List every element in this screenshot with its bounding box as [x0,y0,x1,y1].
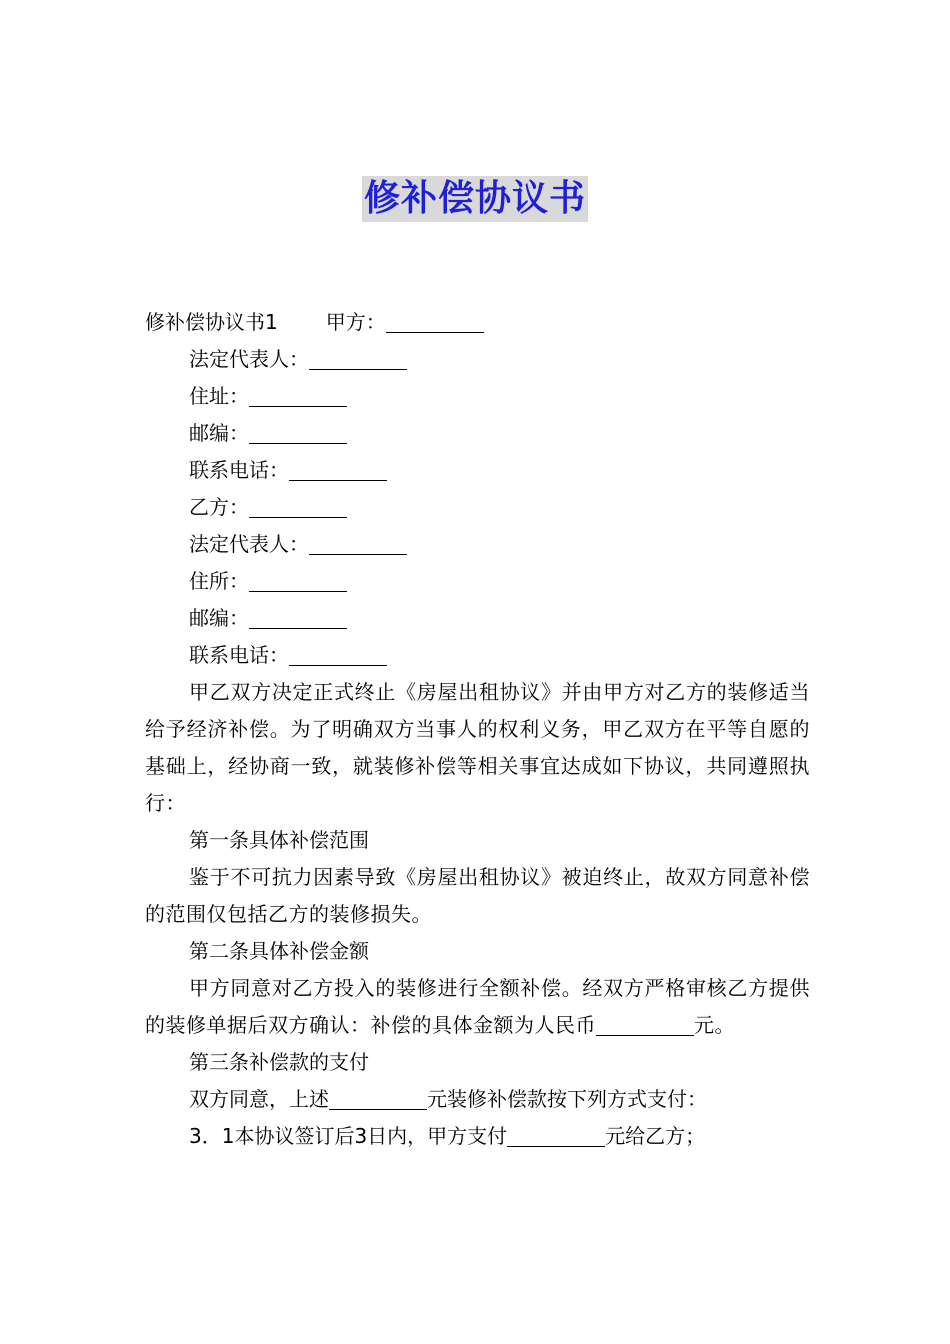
doc-label: 修补偿协议书1 [145,310,278,334]
field-label: 住所： [189,569,249,593]
field-label: 联系电话： [189,458,289,482]
field-blank [249,567,347,592]
article3-line2-after: 元给乙方； [605,1124,706,1148]
document-body [145,304,810,1155]
field-blank [289,456,387,481]
party-b-residence-line [145,563,810,600]
party-a-blank [386,308,484,333]
article3-heading: 第三条补偿款的支付 [189,1050,369,1074]
party-b-postcode-line [145,600,810,637]
document-title: 修补偿协议书 [362,176,588,222]
field-blank [309,345,407,370]
party-a-rep-line [145,341,810,378]
amount-blank [596,1011,694,1036]
party-b-phone-line [145,637,810,674]
party-a-address-line [145,378,810,415]
field-label: 法定代表人： [189,532,309,556]
total-amount-blank [329,1085,427,1110]
article1-heading: 第一条具体补偿范围 [189,828,369,852]
article1-text: 鉴于不可抗力因素导致《房屋出租协议》被迫终止，故双方同意补偿的范围仅包括乙方的装修损失。 [145,865,810,926]
article3-line2-before: 3．1本协议签订后3日内，甲方支付 [189,1124,508,1148]
article2-text-before: 甲方同意对乙方投入的装修进行全额补偿。经双方严格审核乙方提供的装修单据后双方确认：补偿的具体金额为人民币 [145,976,810,1037]
first-line [145,304,810,341]
field-label: 邮编： [189,606,249,630]
field-label: 联系电话： [189,643,289,667]
party-b-rep-line [145,526,810,563]
article2-text [145,970,810,1044]
article2-text-after: 元。 [694,1013,735,1037]
article2-heading: 第二条具体补偿金额 [189,939,369,963]
party-a-label: 甲方： [325,310,386,334]
intro-paragraph: 甲乙双方决定正式终止《房屋出租协议》并由甲方对乙方的装修适当给予经济补偿。为了明确双方当事人的权利义务，甲乙双方在平等自愿的基础上，经协商一致，就装修补偿等相关事宜达成如下协议，共同遵照执行： [145,680,810,815]
field-label: 乙方： [189,495,249,519]
field-blank [309,530,407,555]
field-blank [249,382,347,407]
field-label: 法定代表人： [189,347,309,371]
party-a-phone-line [145,452,810,489]
field-blank [249,419,347,444]
field-label: 住址： [189,384,249,408]
party-a-postcode-line [145,415,810,452]
article3-line1-before: 双方同意，上述 [189,1087,329,1111]
payment-amount-blank [507,1122,605,1147]
title-container [0,176,950,222]
field-blank [289,641,387,666]
article3-line1 [145,1081,810,1118]
article3-line1-after: 元装修补偿款按下列方式支付： [427,1087,707,1111]
field-label: 邮编： [189,421,249,445]
party-b-line [145,489,810,526]
article3-line2 [145,1118,810,1155]
field-blank [249,493,347,518]
field-blank [249,604,347,629]
